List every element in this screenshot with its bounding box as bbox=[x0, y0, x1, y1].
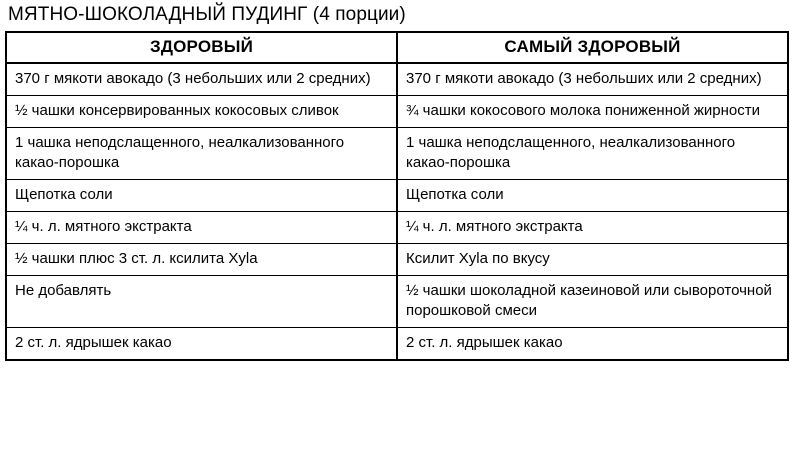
table-row bbox=[6, 63, 788, 96]
cell-healthiest: Щепотка соли bbox=[397, 180, 788, 212]
cell-healthy: 1 чашка неподслащенного, неалкализованного какао-порошка bbox=[6, 128, 397, 180]
cell-healthy: Не добавлять bbox=[6, 276, 397, 328]
cell-healthiest: 370 г мякоти авокадо (3 небольших или 2 средних) bbox=[397, 63, 788, 96]
cell-healthy: ½ чашки плюс 3 ст. л. ксилита Xyla bbox=[6, 244, 397, 276]
table-row bbox=[6, 244, 788, 276]
cell-healthiest: ¼ ч. л. мятного экстракта bbox=[397, 212, 788, 244]
cell-healthy: 2 ст. л. ядрышек какао bbox=[6, 328, 397, 361]
column-header-healthy: ЗДОРОВЫЙ bbox=[6, 32, 397, 63]
cell-healthiest: 1 чашка неподслащенного, неалкализованного какао-порошка bbox=[397, 128, 788, 180]
cell-healthy: ¼ ч. л. мятного экстракта bbox=[6, 212, 397, 244]
table-row bbox=[6, 276, 788, 328]
table-row bbox=[6, 96, 788, 128]
cell-healthy: ½ чашки консервированных кокосовых сливок bbox=[6, 96, 397, 128]
table-row bbox=[6, 180, 788, 212]
cell-healthiest: 2 ст. л. ядрышек какао bbox=[406, 334, 563, 351]
cell-healthy: Щепотка соли bbox=[6, 180, 397, 212]
cell-healthy: 370 г мякоти авокадо (3 небольших или 2 средних) bbox=[6, 63, 397, 96]
page-title: МЯТНО-ШОКОЛАДНЫЙ ПУДИНГ (4 порции) bbox=[8, 4, 406, 25]
cell-healthiest: ¾ чашки кокосового молока пониженной жирности bbox=[397, 96, 788, 128]
table-row bbox=[6, 328, 788, 361]
cell-healthiest: Ксилит Xyla по вкусу bbox=[397, 244, 788, 276]
table-row bbox=[6, 128, 788, 180]
table-row bbox=[6, 212, 788, 244]
column-header-healthiest: САМЫЙ ЗДОРОВЫЙ bbox=[397, 32, 788, 63]
cell-healthiest: ½ чашки шоколадной казеиновой или сывороточной порошковой смеси bbox=[397, 276, 788, 328]
ingredients-table bbox=[5, 31, 789, 361]
table-header-row bbox=[6, 32, 788, 63]
